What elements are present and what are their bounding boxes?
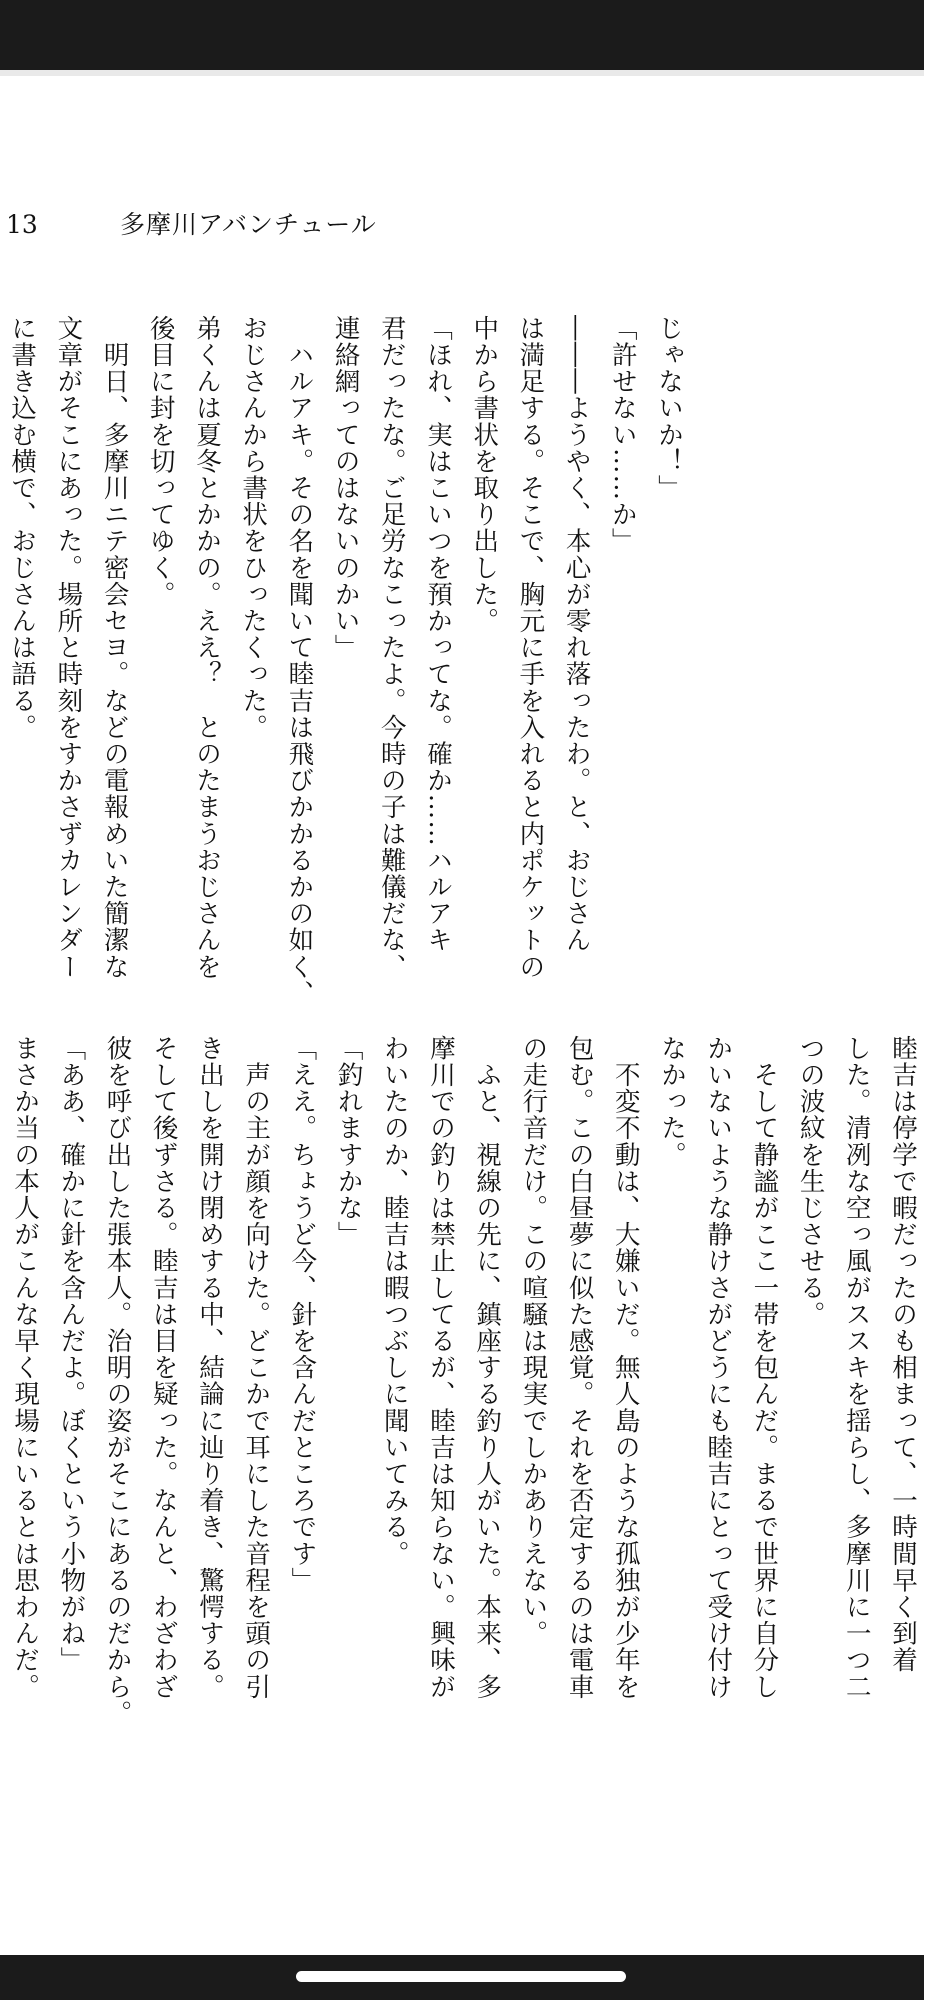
text-line: に書き込む横で、おじさんは語る。 xyxy=(7,315,38,741)
text-line: の走行音だけ。この喧騒は現実でしかありえない。 xyxy=(518,1035,549,1647)
text-line: ふと、視線の先に、鎮座する釣り人がいた。本来、多 xyxy=(472,1035,503,1700)
text-line: 文章がそこにあった。場所と時刻をすかさずカレンダー xyxy=(53,315,84,980)
text-line: そして静謐がここ一帯を包んだ。まるで世界に自分し xyxy=(749,1035,780,1700)
text-line: おじさんから書状をひったくった。 xyxy=(238,315,269,741)
text-line: ―――ようやく、本心が零れ落ったわ。と、おじさん xyxy=(561,315,592,954)
text-line: 睦吉は停学で暇だったのも相まって、一時間早く到着 xyxy=(888,1035,918,1674)
text-line: 後目に封を切ってゆく。 xyxy=(145,315,176,608)
text-line: した。清冽な空っ風がススキを揺らし、多摩川に一つ二 xyxy=(841,1035,872,1700)
text-line: まさか当の本人がこんな早く現場にいるとは思わんだ。 xyxy=(10,1035,41,1700)
text-line: 中から書状を取り出した。 xyxy=(469,315,500,635)
page-header xyxy=(0,205,924,245)
book-title: 多摩川アバンチュール xyxy=(120,210,377,239)
text-line: つの波紋を生じさせる。 xyxy=(795,1035,826,1328)
text-line: 明日、多摩川ニテ密会セヨ。などの電報めいた簡潔な xyxy=(99,315,130,980)
text-line: 声の主が顔を向けた。どこかで耳にした音程を頭の引 xyxy=(241,1035,272,1700)
top-status-bar xyxy=(0,0,924,70)
text-line: わいたのか、睦吉は暇つぶしに聞いてみる。 xyxy=(379,1035,410,1567)
text-line: き出しを開け閉めする中、結論に辿り着き、驚愕する。 xyxy=(194,1035,225,1700)
text-line: 弟くんは夏冬とかかの。ええ？ とのたまうおじさんを xyxy=(191,315,222,980)
text-line: は満足する。そこで、胸元に手を入れると内ポケットの xyxy=(515,315,546,980)
top-bar-divider xyxy=(0,70,924,76)
text-line: ハルアキ。その名を聞いて睦吉は飛びかかるかの如く、 xyxy=(284,315,315,1007)
text-line: かいないような静けさがどうにも睦吉にとって受け付け xyxy=(703,1035,734,1700)
home-indicator[interactable] xyxy=(296,1971,626,1982)
text-line: 「ああ、確かに針を含んだよ。ぼくという小物がね」 xyxy=(56,1035,87,1674)
text-line: 連絡網ってのはないのかい」 xyxy=(330,315,361,661)
text-line: 摩川での釣りは禁止してるが、睦吉は知らない。興味が xyxy=(425,1035,456,1700)
bottom-bar xyxy=(0,1955,924,2000)
text-line: じゃないか！」 xyxy=(654,315,684,502)
text-column-upper xyxy=(7,315,692,1007)
text-line: 包む。この白昼夢に似た感覚。それを否定するのは電車 xyxy=(564,1035,595,1700)
text-line: 彼を呼び出した張本人。治明の姿がそこにあるのだから。 xyxy=(102,1035,133,1727)
text-line: 「ほれ、実はこいつを預かってな。確か……ハルアキ xyxy=(422,315,453,954)
text-line: 「釣れますかな」 xyxy=(333,1035,364,1248)
text-line: 君だったな。ご足労なこったよ。今時の子は難儀だな、 xyxy=(376,315,407,980)
text-line: 不変不動は、大嫌いだ。無人島のような孤独が少年を xyxy=(610,1035,641,1700)
text-line: 「許せない……か」 xyxy=(607,315,638,555)
text-line: なかった。 xyxy=(656,1035,687,1168)
text-line: そして後ずさる。睦吉は目を疑った。なんと、わざわざ xyxy=(148,1035,179,1700)
text-line: 「ええ。ちょうど今、針を含んだところです」 xyxy=(287,1035,318,1594)
page-number: 13 xyxy=(6,210,38,239)
text-column-lower xyxy=(6,1035,926,1730)
